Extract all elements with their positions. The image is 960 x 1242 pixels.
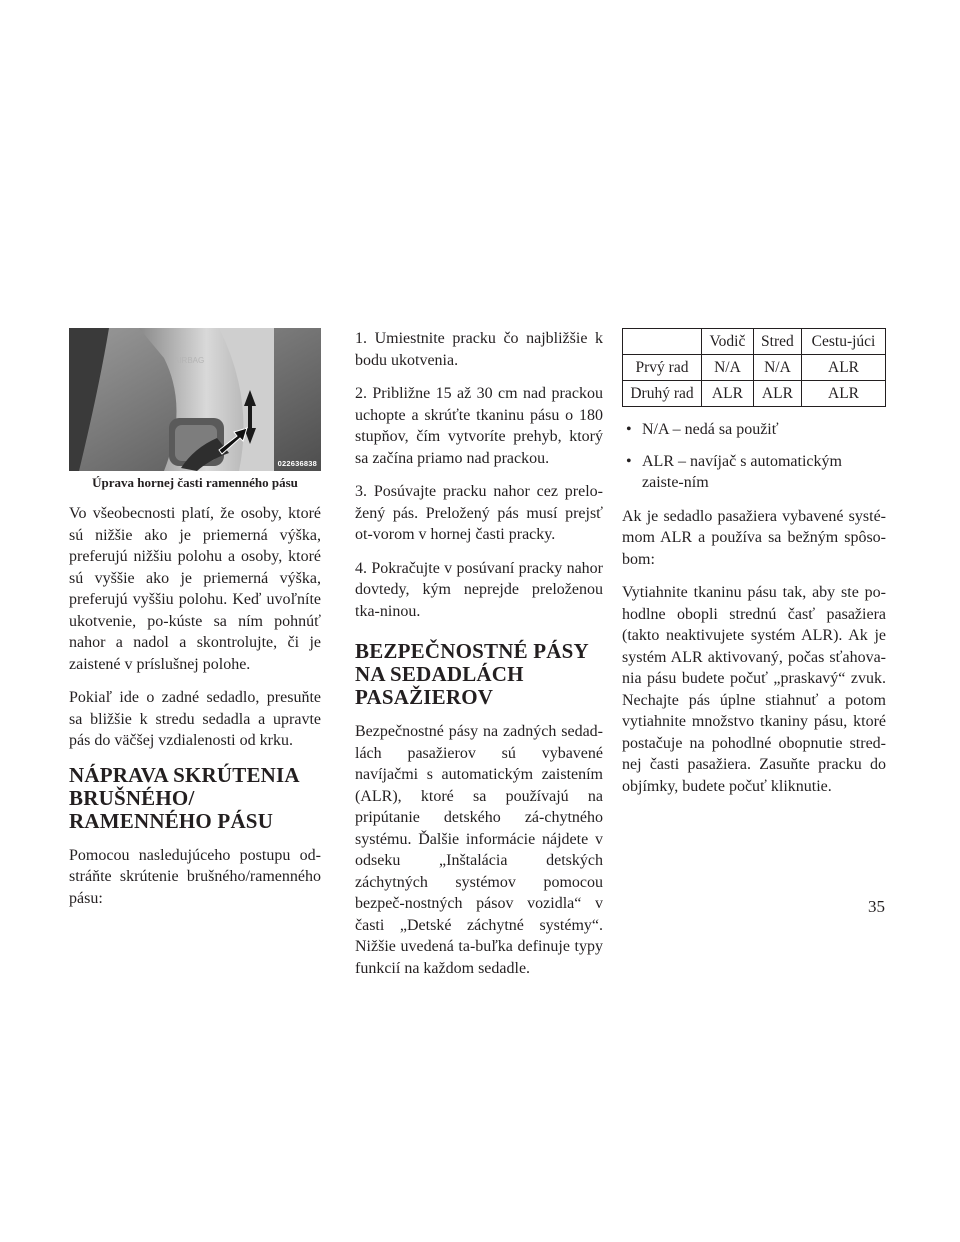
table-header-row (623, 329, 886, 355)
table-row (623, 355, 886, 381)
bullet-icon: • (626, 421, 632, 438)
table-cell: ALR (753, 381, 801, 407)
legend-list (622, 419, 886, 494)
section-heading: NÁPRAVA SKRÚTENIA BRUŠNÉHO/ RAMENNÉHO PÁSU (69, 762, 299, 833)
step-4: 4. Pokračujte v posúvaní pracky nahor dovtedy, kým neprejde preloženou tka-ninou. (355, 559, 603, 620)
step-1: 1. Umiestnite pracku čo najbližšie k bodu ukotvenia. (355, 330, 603, 369)
list-item (622, 451, 886, 494)
column-left (69, 328, 321, 921)
table-row (623, 381, 886, 407)
seat-function-table (622, 328, 886, 407)
svg-text:AIRBAG: AIRBAG (174, 356, 205, 365)
table-header: Cestu-júci (802, 329, 886, 355)
table-row-label: Prvý rad (623, 355, 702, 381)
paragraph: Pomocou nasledujúceho postupu od-stráňte skrútenie brušného/ramenného pásu: (69, 846, 321, 907)
table-row-label: Druhý rad (623, 381, 702, 407)
table-cell: ALR (802, 381, 886, 407)
bullet-icon: • (626, 452, 632, 470)
step-3: 3. Posúvajte pracku nahor cez prelo-žený pás. Preložený pás musí prejsť ot-vorom v hornej časti pracky. (355, 483, 603, 543)
list-item-text: ALR – navíjač s automatickým zaiste-ním (642, 452, 842, 491)
list-item-text: N/A – nedá sa použiť (642, 421, 779, 438)
page-number: 35 (868, 897, 885, 916)
seatbelt-adjuster-photo (69, 328, 321, 471)
section-heading: BEZPEČNOSTNÉ PÁSY NA SEDADLÁCH PASAŽIEROV (355, 639, 589, 709)
table-header-blank (623, 329, 702, 355)
column-middle (355, 328, 603, 991)
column-right (622, 328, 886, 809)
figure-caption: Úprava hornej časti ramenného pásu (92, 475, 298, 490)
figure-code: 022636838 (277, 459, 317, 468)
paragraph: Ak je sedadlo pasažiera vybavené systé-mom ALR a používa sa bežným spôso-bom: (622, 507, 886, 568)
step-2: 2. Približne 15 až 30 cm nad prackou uchopte a skrúťte tkaninu pásu o 180 stupňov, čím vytvoríte prehyb, ktorý sa začína priamo nad prackou. (355, 385, 603, 467)
paragraph: Vytiahnite tkaninu pásu tak, aby ste po-hodlne obopli strednú časť pasažiera (takto neaktivujete systém ALR). Ak je systém ALR aktivovaný, počas sťahova-nia pásu budete počuť „praskavý“ zvuk. Nechajte pás úplne stiahnuť a potom vytiahnite množstvo tkaniny pásu, ktoré postačuje na pohodlné obopnutie stred-nej časti pasažiera. Zasuňte pracku do objímky, budete počuť kliknutie. (622, 584, 886, 795)
list-item (622, 419, 886, 441)
seatbelt-photo-illustration (69, 328, 321, 471)
paragraph: Pokiaľ ide o zadné sedadlo, presuňte sa bližšie k stredu sedadla a upravte pás do väčšej vzdialenosti od krku. (69, 689, 321, 749)
table-cell: ALR (802, 355, 886, 381)
table-header: Stred (753, 329, 801, 355)
paragraph: Bezpečnostné pásy na zadných sedad-lách pasažierov sú vybavené navíjačmi s automatickým zaistením (ALR), ktoré sa používajú na pripútanie detského zá-chytného systému. Ďalšie informácie nájdete v odseku „Inštalácia detských záchytných systémov pomocou bezpeč-nostných pásov vozidla“ v časti „Detské záchytné systémy“. Nižšie uvedená ta-buľka definuje typy funkcií na každom sedadle. (355, 723, 603, 977)
table-header: Vodič (702, 329, 754, 355)
table-cell: N/A (702, 355, 754, 381)
table-cell: N/A (753, 355, 801, 381)
paragraph: Vo všeobecnosti platí, že osoby, ktoré sú nižšie ako je priemerná výška, preferujú nižšiu polohu a osoby, ktoré sú vyššie ako je priemerná výška, preferujú vyššiu polohu. Keď uvoľníte ukotvenie, po-kúste sa ním pohnúť nahor a nadol a skontrolujte, či je zaistené v príslušnej polohe. (69, 505, 321, 673)
table-cell: ALR (702, 381, 754, 407)
